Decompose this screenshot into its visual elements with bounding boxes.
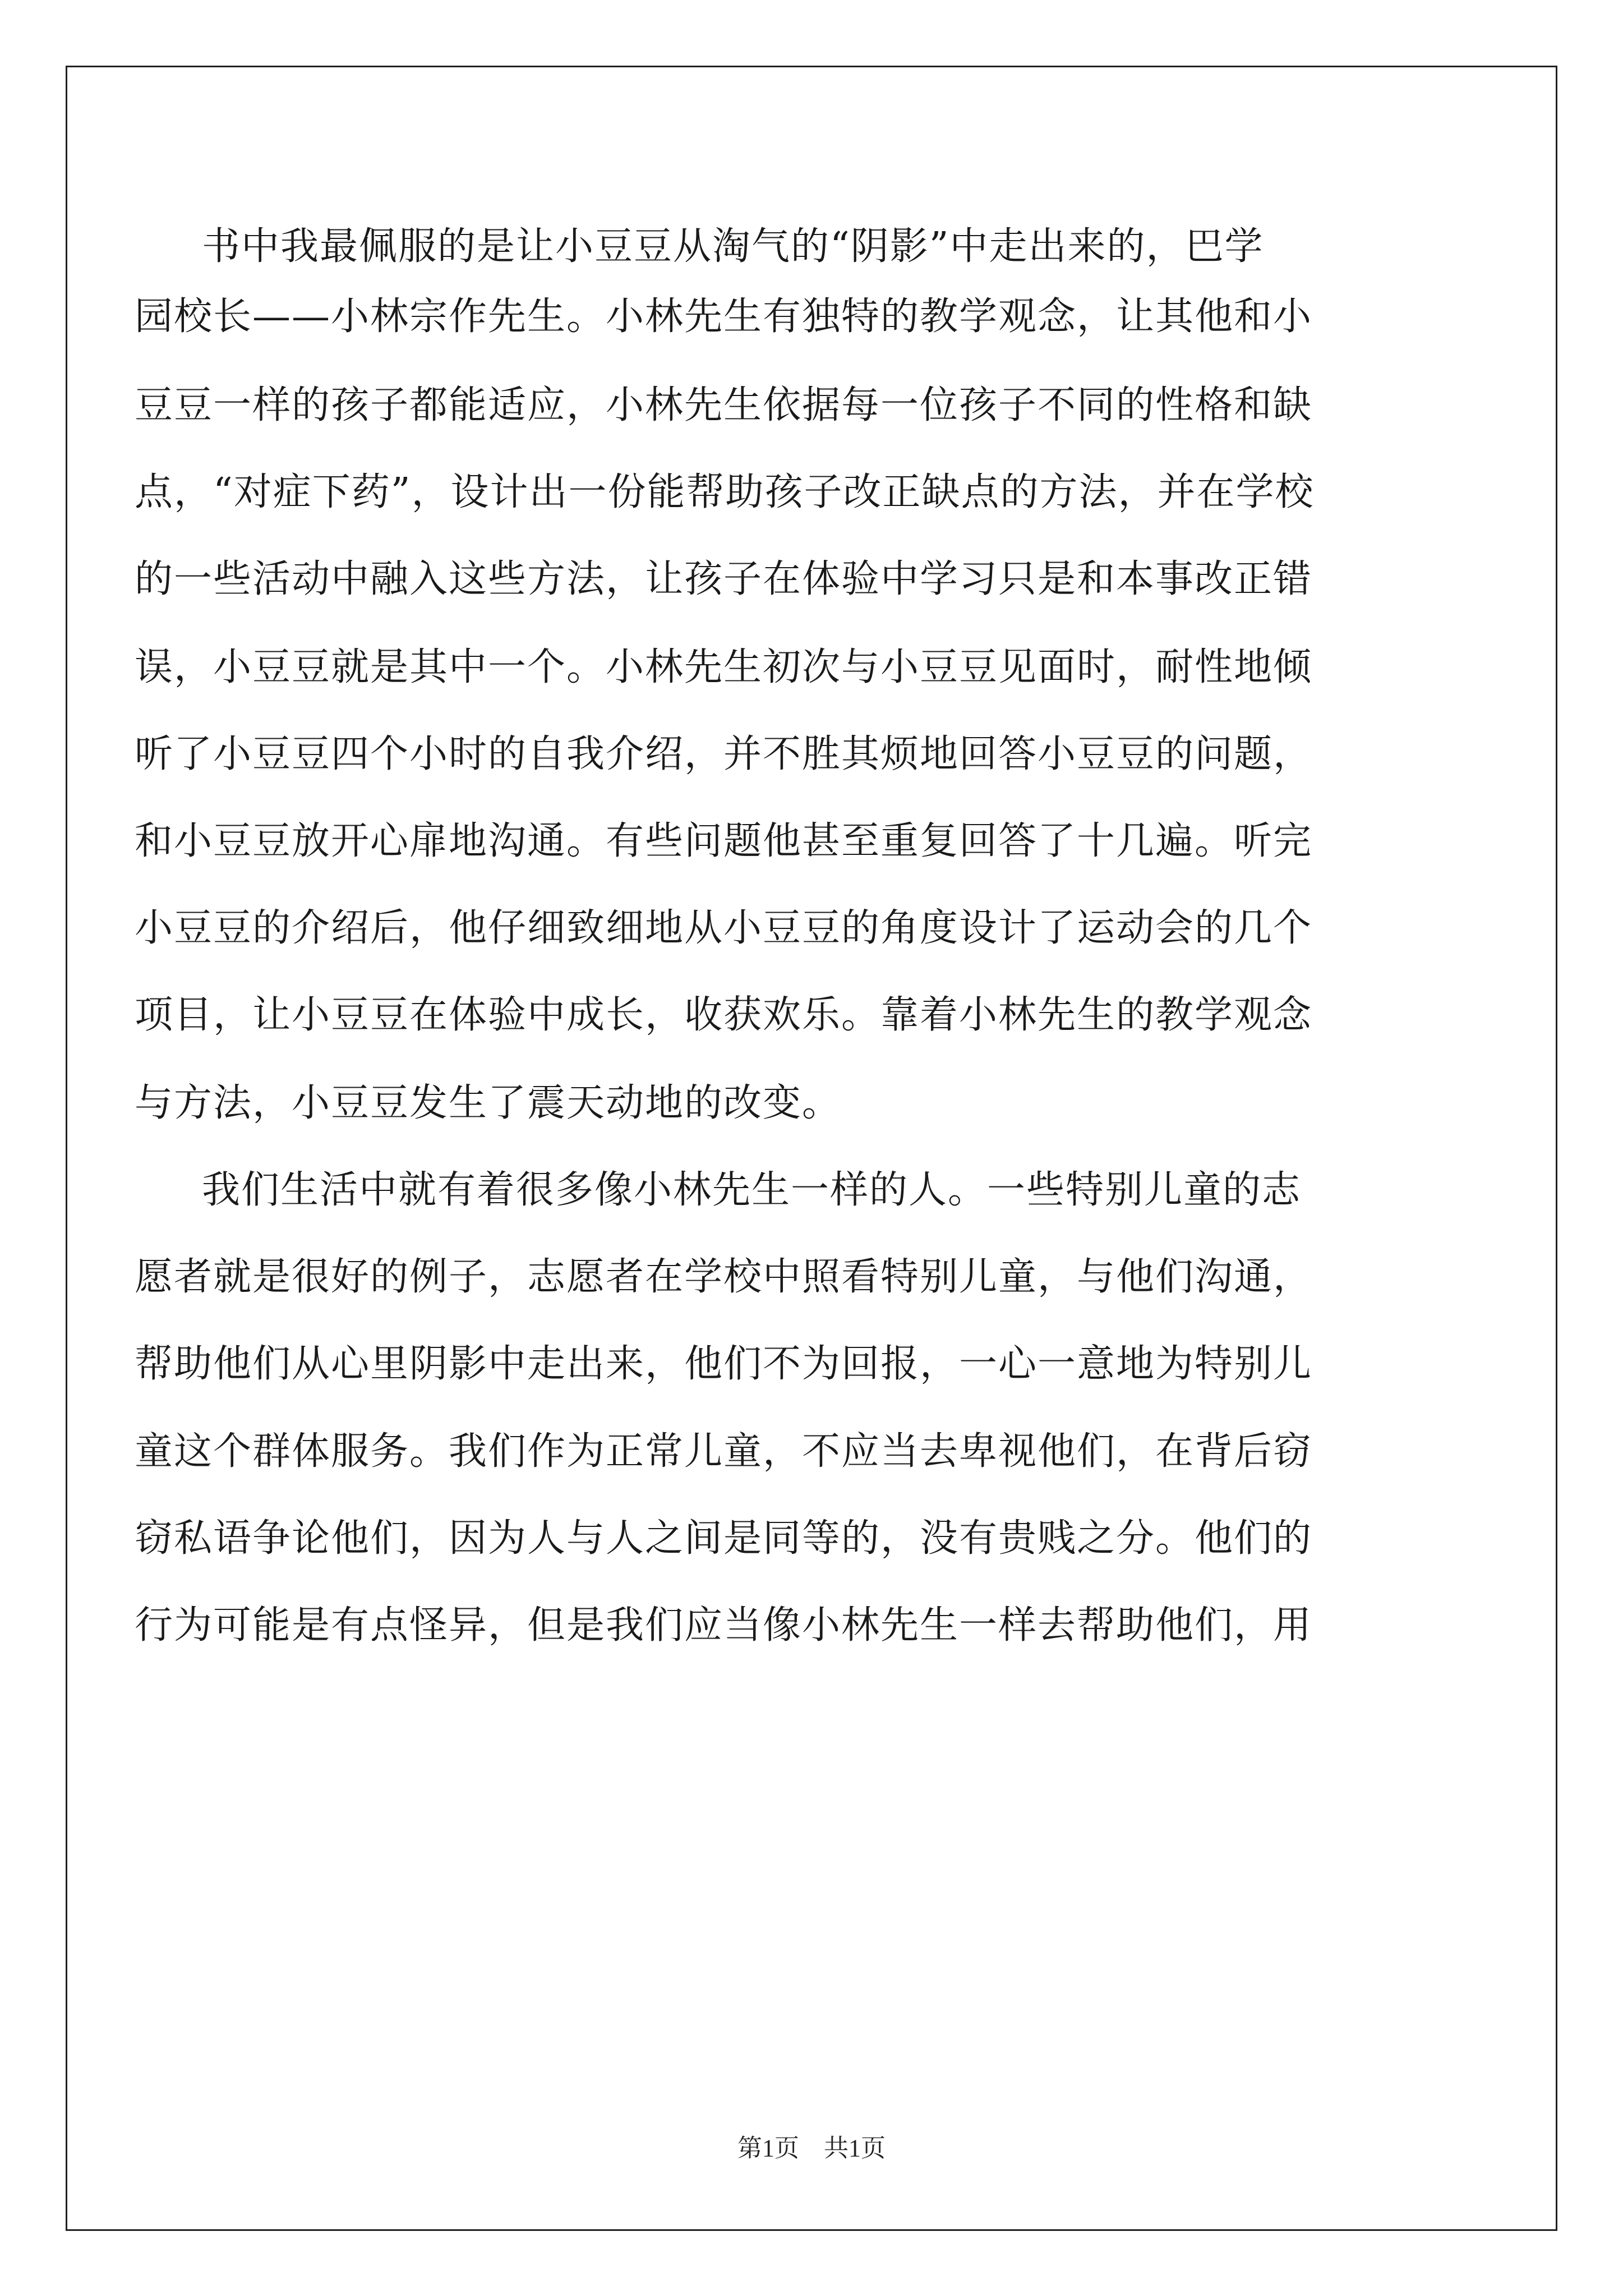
paragraph-2-line-3: 帮助他们从心里阴影中走出来，他们不为回报，一心一意地为特别儿 xyxy=(135,1342,1313,1386)
paragraph-1-line-1: 书中我最佩服的是让小豆豆从淘气的“阴影”中走出来的，巴学 xyxy=(202,224,1264,269)
paragraph-1-line-10: 项目，让小豆豆在体验中成长，收获欢乐。靠着小林先生的教学观念 xyxy=(135,993,1313,1037)
paragraph-2-line-2: 愿者就是很好的例子，志愿者在学校中照看特别儿童，与他们沟通， xyxy=(135,1255,1313,1299)
paragraph-1-line-5: 的一些活动中融入这些方法，让孩子在体验中学习只是和本事改正错 xyxy=(135,557,1313,601)
paragraph-1-line-9: 小豆豆的介绍后，他仔细致细地从小豆豆的角度设计了运动会的几个 xyxy=(135,906,1313,950)
paragraph-1-line-7: 听了小豆豆四个小时的自我介绍，并不胜其烦地回答小豆豆的问题， xyxy=(135,732,1313,776)
paragraph-1-line-6: 误，小豆豆就是其中一个。小林先生初次与小豆豆见面时，耐性地倾 xyxy=(135,645,1313,689)
page-number-footer: 第1页 共1页 xyxy=(737,2134,886,2162)
paragraph-2-line-1: 我们生活中就有着很多像小林先生一样的人。一些特别儿童的志 xyxy=(202,1168,1302,1212)
paragraph-1-line-8: 和小豆豆放开心扉地沟通。有些问题他甚至重复回答了十几遍。听完 xyxy=(135,819,1313,863)
paragraph-1-line-3: 豆豆一样的孩子都能适应，小林先生依据每一位孩子不同的性格和缺 xyxy=(135,383,1313,427)
paragraph-1-line-4: 点，“对症下药”，设计出一份能帮助孩子改正缺点的方法，并在学校 xyxy=(135,470,1315,514)
paragraph-1-line-11: 与方法，小豆豆发生了震天动地的改变。 xyxy=(135,1081,842,1125)
paragraph-2-line-4: 童这个群体服务。我们作为正常儿童，不应当去卑视他们，在背后窃 xyxy=(135,1429,1313,1474)
paragraph-1-line-2: 园校长——小林宗作先生。小林先生有独特的教学观念，让其他和小 xyxy=(135,295,1313,339)
paragraph-2-line-5: 窃私语争论他们，因为人与人之间是同等的，没有贵贱之分。他们的 xyxy=(135,1516,1313,1561)
paragraph-2-line-6: 行为可能是有点怪异，但是我们应当像小林先生一样去帮助他们，用 xyxy=(135,1603,1313,1648)
